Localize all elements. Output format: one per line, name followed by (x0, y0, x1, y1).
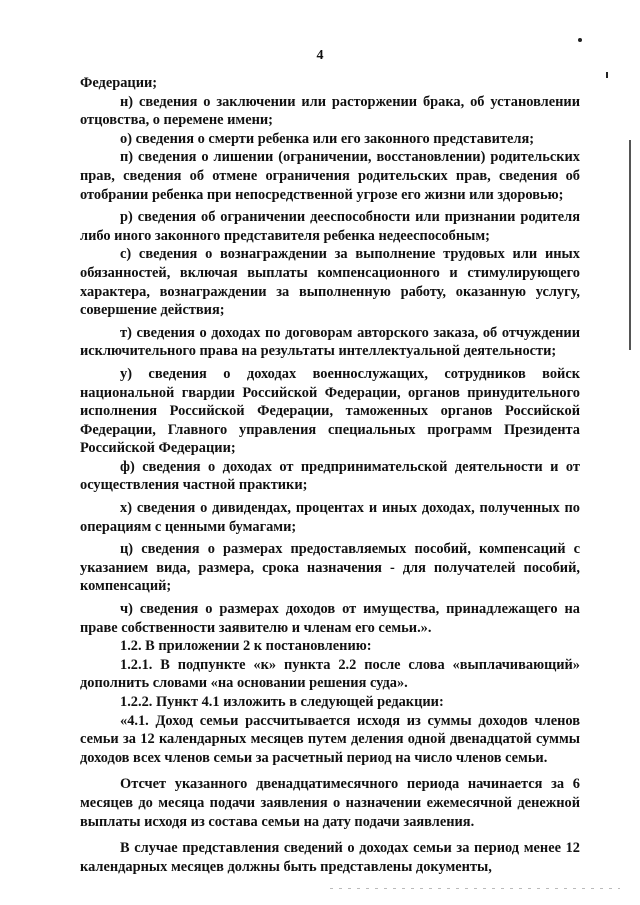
paragraph-item-ts: ц) сведения о размерах предоставляемых пособий, компенсаций с указанием вида, размера, срока назначения - для получателей пособий, компенсаций; (80, 541, 580, 595)
paragraph-item-p: п) сведения о лишении (ограничении, восстановлении) родительских прав, сведения об отмене ограничения родительских прав, сведения об отобрании ребенка при непосредственной угрозе его жизни или здоровью; (80, 149, 580, 203)
paragraph-item-kh: х) сведения о дивидендах, процентах и иных доходах, полученных по операциям с ценными бумагами; (80, 500, 580, 535)
paragraph-item-s: с) сведения о вознаграждении за выполнение трудовых или иных обязанностей, включая выплаты компенсационного и стимулирующего характера, вознаграждении за выполненную работу, оказанную услугу, совершение действия; (80, 246, 580, 319)
paragraph-short-period: В случае представления сведений о доходах семьи за период менее 12 календарных месяцев должны быть представлены документы, (80, 840, 580, 875)
document-body (80, 74, 580, 876)
paragraph-item-t: т) сведения о доходах по договорам авторского заказа, об отчуждении исключительного права на результаты интеллектуальной деятельности; (80, 324, 580, 360)
paragraph-section-1-2-2: 1.2.2. Пункт 4.1 изложить в следующей редакции: (120, 694, 444, 710)
paragraph-item-ch: ч) сведения о размерах доходов от имущества, принадлежащего на праве собственности заявителю и членам его семьи.». (80, 601, 580, 636)
scan-dot-mark (578, 38, 582, 42)
paragraph-item-o: о) сведения о смерти ребенка или его законного представителя; (120, 130, 535, 147)
paragraph-clause-4-1: «4.1. Доход семьи рассчитывается исходя из суммы доходов членов семьи за 12 календарных месяцев путем деления одной двенадцатой суммы доходов всех членов семьи за расчетный период на число членов семьи. (80, 712, 580, 766)
paragraph-continuation: Федерации; (80, 75, 158, 91)
paragraph-item-r: р) сведения об ограничении дееспособности или признании родителя либо иного законного представителя ребенка недееспособным; (80, 209, 580, 244)
scan-edge-line (629, 140, 631, 350)
paragraph-item-n: н) сведения о заключении или расторжении брака, об установлении отцовства, о перемене имени; (80, 93, 580, 129)
paragraph-item-f: ф) сведения о доходах от предпринимательской деятельности и от осуществления частной практики; (80, 458, 580, 494)
paragraph-section-1-2-1: 1.2.1. В подпункте «к» пункта 2.2 после слова «выплачивающий» дополнить словами «на основании решения суда». (80, 656, 580, 692)
paragraph-section-1-2: 1.2. В приложении 2 к постановлению: (120, 638, 372, 655)
paragraph-item-u: у) сведения о доходах военнослужащих, сотрудников войск национальной гвардии Российской Федерации, органов принудительного исполнения Российской Федерации, таможенных органов Российской Федерации, Главного управления специальных программ Президента Российской Федерации; (80, 365, 580, 457)
paragraph-period-start: Отсчет указанного двенадцатимесячного периода начинается за 6 месяцев до месяца подачи заявления о назначении ежемесячной денежной выплаты исходя из состава семьи на дату подачи заявления. (80, 776, 580, 830)
page-number: 4 (316, 48, 324, 63)
scan-footer-noise (330, 888, 620, 889)
scan-tick-mark (606, 72, 608, 78)
